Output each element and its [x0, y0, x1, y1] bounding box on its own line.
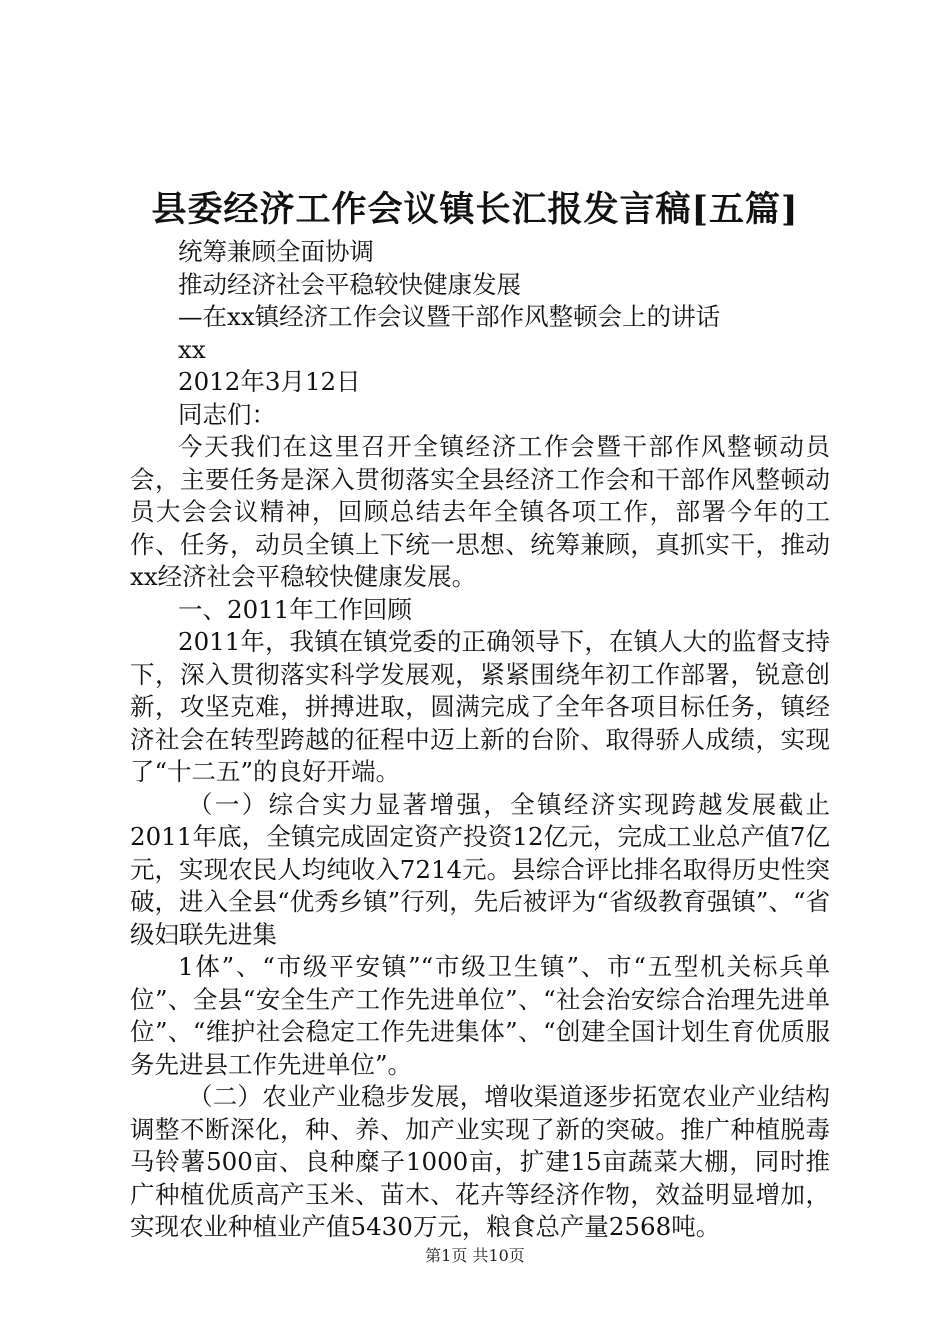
author-line: xx [178, 334, 206, 364]
subtitle-line: 推动经济社会平稳较快健康发展 [178, 269, 521, 299]
subtitle-line: —在xx镇经济工作会议暨干部作风整顿会上的讲话 [178, 302, 721, 331]
subtitle-line: 统筹兼顾全面协调 [178, 237, 374, 266]
document-body [130, 236, 830, 1244]
date-line: 2012年3月12日 [178, 367, 361, 396]
paragraph: （一）综合实力显著增强，全镇经济实现跨越发展截止2011年底，全镇完成固定资产投资12亿元，完成工业总产值7亿元，实现农民人均纯收入7214元。县综合评比排名取得历史性突破，进入全县“优秀乡镇”行列，先后被评为“省级教育强镇”、“省级妇联先进集 [130, 789, 830, 949]
section-heading: 一、2011年工作回顾 [178, 594, 412, 624]
paragraph: 2011年，我镇在镇党委的正确领导下，在镇人大的监督支持下，深入贯彻落实科学发展观，紧紧围绕年初工作部署，锐意创新，攻坚克难，拼搏进取，圆满完成了全年各项目标任务，镇经济社会在转型跨越的征程中迈上新的台阶、取得骄人成绩，实现了“十二五”的良好开端。 [130, 627, 830, 786]
document-title: 县委经济工作会议镇长汇报发言稿[五篇] [151, 189, 799, 230]
paragraph: 今天我们在这里召开全镇经济工作会暨干部作风整顿动员会，主要任务是深入贯彻落实全县经济工作会和干部作风整顿动员大会会议精神，回顾总结去年全镇各项工作，部署今年的工作、任务，动员全镇上下统一思想、统筹兼顾，真抓实干，推动xx经济社会平稳较快健康发展。 [130, 432, 830, 591]
salutation-line: 同志们： [178, 399, 276, 429]
page-number-footer: 第1页 共10页 [425, 1246, 525, 1265]
paragraph: （二）农业产业稳步发展，增收渠道逐步拓宽农业产业结构调整不断深化，种、养、加产业实现了新的突破。推广种植脱毒马铃薯500亩、良种糜子1000亩，扩建15亩蔬菜大棚，同时推广种植优质高产玉米、苗木、花卉等经济作物，效益明显增加，实现农业种植业产值5430万元，粮食总产量2568吨。 [130, 1082, 830, 1241]
paragraph: 1体”、“市级平安镇”“市级卫生镇”、市“五型机关标兵单位”、全县“安全生产工作先进单位”、“社会治安综合治理先进单位”、“维护社会稳定工作先进集体”、“创建全国计划生育优质服务先进县工作先进单位”。 [130, 952, 830, 1079]
